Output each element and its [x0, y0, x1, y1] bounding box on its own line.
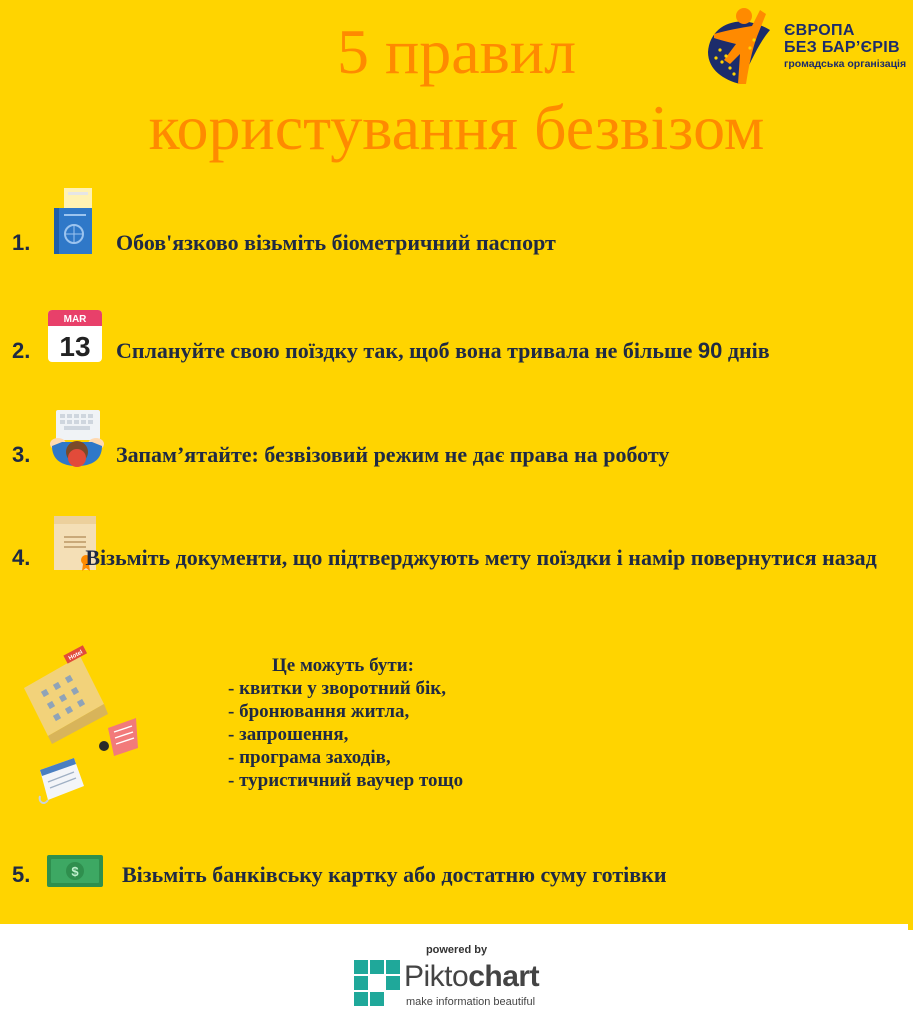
wordmark-bold: chart [468, 960, 540, 993]
rule-2-text-after: днів [727, 338, 770, 363]
booking-form-icon [99, 718, 138, 756]
rule-4 [12, 544, 910, 572]
logo-name-line-1: ЄВРОПА [784, 22, 855, 39]
calendar-icon [46, 308, 104, 364]
piktochart-tagline: make information beautiful [406, 996, 536, 1008]
logo-name-line-2: БЕЗ БАР’ЄРІВ [784, 39, 900, 56]
examples-list [228, 654, 463, 792]
voucher-ticket-icon [40, 758, 84, 803]
calendar-day: 13 [59, 331, 91, 362]
powered-by-label: powered by [425, 944, 488, 956]
rule-3-number: 3. [12, 442, 31, 467]
list-item: - програма заходів, [228, 747, 391, 768]
rule-2-days: 90 [697, 338, 723, 363]
rule-2-text [116, 338, 770, 364]
list-item: - запрошення, [228, 724, 349, 745]
piktochart-logo[interactable] [354, 960, 574, 1016]
logo-subtitle: громадська організація [784, 58, 907, 70]
banknote-symbol: $ [71, 864, 79, 879]
organization-logo [700, 4, 910, 88]
logo-name [784, 22, 900, 56]
title-line-2: користування безвізом [148, 92, 765, 163]
piktochart-mark-icon [354, 960, 400, 1008]
list-item: - бронювання житла, [228, 701, 410, 722]
examples-heading: Це можуть бути: [272, 655, 414, 676]
worker-at-laptop-icon [48, 408, 106, 468]
title-line-1: 5 правил [336, 16, 577, 87]
banknote-icon [46, 854, 104, 888]
rule-5-text: Візьміть банківську картку або достатню суму готівки [122, 862, 667, 887]
rule-4-number: 4. [12, 545, 31, 570]
list-item: - квитки у зворотний бік, [228, 678, 446, 699]
rule-1-text: Обов'язково візьміть біометричний паспорт [116, 230, 556, 255]
passport-icon [50, 188, 98, 256]
documents-illustration [18, 644, 148, 814]
poster-edge [908, 0, 913, 930]
organization-emblem-icon [700, 4, 784, 88]
rule-1-number: 1. [12, 230, 31, 255]
piktochart-wordmark [404, 960, 539, 994]
list-item: - туристичний ваучер тощо [228, 770, 464, 791]
rule-4-text: Візьміть документи, що підтверджують мету поїздки і намір повернутися назад [85, 545, 877, 570]
rule-5-number: 5. [12, 862, 31, 887]
rule-3-text: Запам’ятайте: безвізовий режим не дає права на роботу [116, 442, 670, 467]
rule-2-text-before: Сплануйте свою поїздку так, щоб вона тривала не більше [116, 338, 693, 363]
hotel-sign: Hotel [67, 649, 84, 662]
hotel-building-icon [24, 645, 108, 744]
wordmark-light: Pikto [404, 960, 469, 993]
calendar-month: MAR [63, 314, 87, 325]
rule-2-number: 2. [12, 338, 31, 363]
